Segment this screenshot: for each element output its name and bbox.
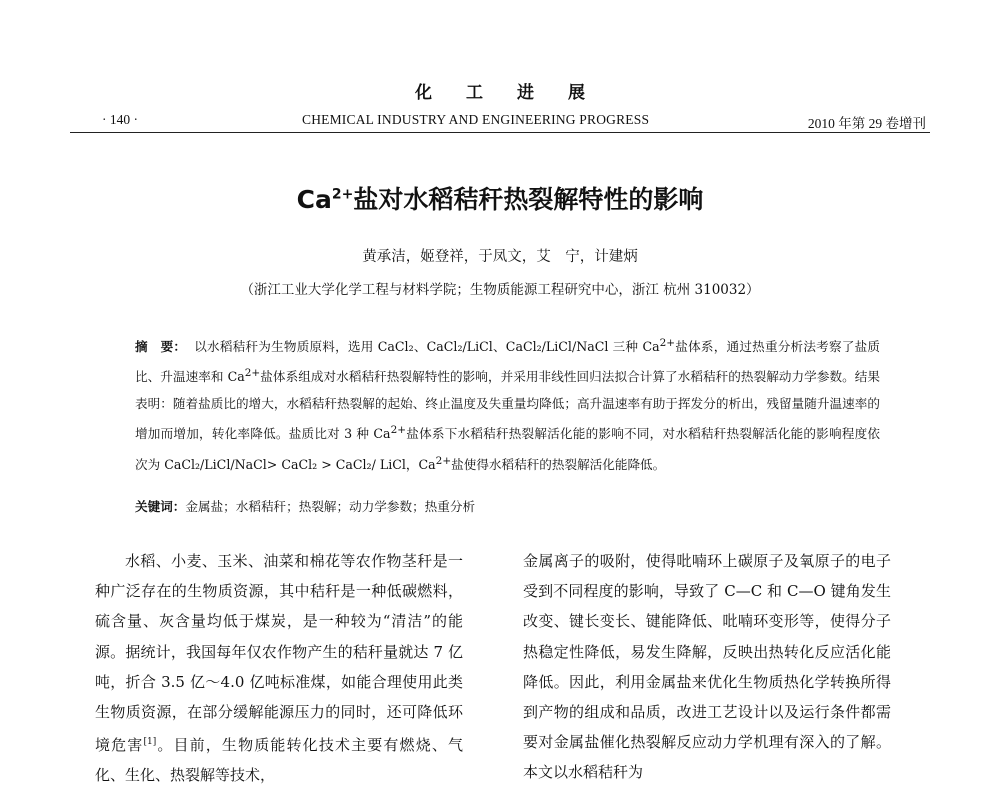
body-column-right: 金属离子的吸附，使得吡喃环上碳原子及氧原子的电子受到不同程度的影响，导致了 C—C 和 C—O 键角发生改变、键长变长、键能降低、吡喃环变形等，使得分子热稳定性降低，易发生降解，反映出热转化反应活化能降低。因此，利用金属盐来优化生物质热化学转换所得到产物的组成和品质，改进工艺设计以及运行条件都需要对金属盐催化热裂解反应动力学机理有深入的了解。本文以水稻秸秆为 xyxy=(523,552,891,782)
journal-name-chinese: 化工进展 xyxy=(415,83,619,103)
abstract-text-4: 盐体系下水稻秸秆热裂解活化能的影响不同，对水稻秸秆热裂解活化能的影响程度依次为 CaCl₂/LiCl/NaCl> CaCl₂ > CaCl₂/ LiCl，Ca xyxy=(135,426,881,472)
affiliation: （浙江工业大学化学工程与材料学院；生物质能源工程研究中心，浙江 杭州 310032） xyxy=(240,282,760,298)
abstract xyxy=(135,330,880,478)
author-list: 黄承洁，姬登祥，于凤文，艾 宁，计建炳 xyxy=(362,249,638,265)
keywords-text: 金属盐；水稻秸秆；热裂解；动力学参数；热重分析 xyxy=(185,499,476,514)
keywords-label: 关键词： xyxy=(135,499,186,514)
abstract-sup-3: 2+ xyxy=(390,424,407,437)
abstract-text-1: 以水稻秸秆为生物质原料，选用 CaCl₂、CaCl₂/LiCl、CaCl₂/LiCl/NaCl 三种 Ca xyxy=(194,339,660,355)
title-prefix: Ca xyxy=(296,185,332,214)
running-header xyxy=(70,108,930,133)
article-title xyxy=(0,180,1000,216)
abstract-text-5: 盐使得水稻秸秆的热裂解活化能降低。 xyxy=(451,456,666,472)
body-left-text-b: 。目前，生物质能转化技术主要有燃烧、气化、生化、热裂解等技术， xyxy=(95,736,463,785)
title-superscript: 2+ xyxy=(331,186,354,203)
abstract-text-2: 盐体系，通过热重分析法考察了盐质比、升温速率和 Ca xyxy=(135,339,880,385)
abstract-sup-2: 2+ xyxy=(244,367,261,380)
title-rest: 盐对水稻秸秆热裂解特性的影响 xyxy=(353,185,704,214)
keywords xyxy=(135,496,880,515)
issue-info: 2010 年第 29 卷增刊 xyxy=(807,116,926,131)
body-left-text-a: 水稻、小麦、玉米、油菜和棉花等农作物茎秆是一种广泛存在的生物质资源，其中秸秆是一种低碳燃料，硫含量、灰含量均低于煤炭，是一种较为“清洁”的能源。据统计，我国每年仅农作物产生的秸秆量就达 7 亿吨，折合 3.5 亿～4.0 亿吨标准煤，如能合理使用此类生物质资源，在部分缓解能源压力的同时，还可降低环境危害 xyxy=(95,552,463,755)
body-column-left xyxy=(95,546,463,785)
citation-ref: [1] xyxy=(143,737,157,748)
abstract-text-3: 盐体系组成对水稻秸秆热裂解特性的影响，并采用非线性回归法拟合计算了水稻秸秆的热裂解动力学参数。结果表明：随着盐质比的增大，水稻秸秆热裂解的起始、终止温度及失重量均降低；高升温速率有助于挥发分的析出，残留量随升温速率的增加而增加，转化率降低。盐质比对 3 种 Ca xyxy=(135,369,881,442)
abstract-sup-4: 2+ xyxy=(435,454,452,467)
abstract-sup-1: 2+ xyxy=(659,337,676,349)
journal-name-english: CHEMICAL INDUSTRY AND ENGINEERING PROGRESS xyxy=(302,112,650,127)
page-number: · 140 · xyxy=(102,112,138,127)
abstract-label: 摘 要： xyxy=(135,339,187,355)
